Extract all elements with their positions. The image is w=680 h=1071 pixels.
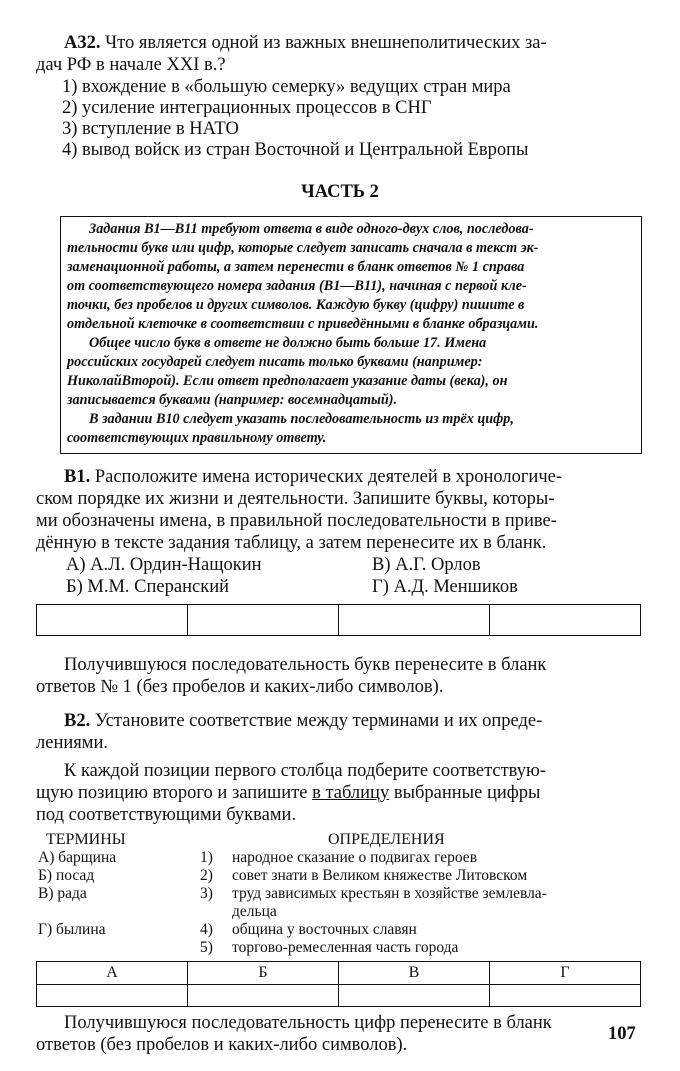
instruction-line-12: соответствующих правильному ответу. [67, 430, 327, 446]
b2-answer-header-g: Г [490, 962, 641, 985]
instruction-line-5: точки, без пробелов и других символов. Каждую букву (цифру) пишите в [67, 297, 525, 313]
a32-option-1: 1) вхождение в «большую семерку» ведущих стран мира [62, 77, 511, 97]
b2-transfer-line2: ответов (без пробелов и каких-либо символов). [36, 1035, 408, 1055]
instruction-line-10: записывается буквами (например: восемнадцатый). [67, 392, 398, 408]
definition-5: торгово-ремесленная часть города [232, 939, 459, 956]
b1-name-g: Г) А.Д. Меншиков [372, 577, 518, 597]
b2-answer-header-a: А [37, 962, 188, 985]
b2-line2: лениями. [36, 733, 108, 753]
term-letter: А) [38, 849, 55, 866]
b1-name-v: В) А.Г. Орлов [372, 555, 481, 575]
part2-title: ЧАСТЬ 2 [301, 182, 379, 202]
term-g [38, 921, 106, 938]
b2-answer-header-v: В [339, 962, 490, 985]
instruction-line-7: Общее число букв в ответе не должно быть больше 17. Имена [89, 335, 487, 351]
b1-line4: дённую в тексте задания таблицу, а затем перенесите их в бланк. [36, 533, 547, 553]
definition-3: труд зависимых крестьян в хозяйстве землевла- [232, 885, 547, 902]
definition-3-cont: дельца [232, 903, 277, 920]
definition-3-num: 3) [200, 885, 213, 902]
instruction-line-4: от соответствующего номера задания (В1—В11), начиная с первой кле- [67, 278, 527, 294]
definition-1: народное сказание о подвигах героев [232, 849, 478, 866]
b2-answer-table [36, 961, 641, 1007]
definitions-header: ОПРЕДЕЛЕНИЯ [328, 831, 445, 848]
b1-number: В1. [64, 467, 91, 487]
b2-transfer-line1: Получившуюся последовательность цифр перенесите в бланк [64, 1013, 552, 1033]
term-text: рада [57, 885, 87, 902]
instruction-line-11: В задании В10 следует указать последовательность из трёх цифр, [89, 411, 514, 427]
b2-answer-cell[interactable] [188, 984, 339, 1007]
b1-answer-cell[interactable] [37, 605, 188, 636]
definition-1-num: 1) [200, 849, 213, 866]
term-letter: В) [38, 885, 54, 902]
definition-5-num: 5) [200, 939, 213, 956]
definition-2-num: 2) [200, 867, 213, 884]
term-text: былина [56, 921, 106, 938]
b2-number: В2. [64, 711, 91, 731]
page-number: 107 [608, 1024, 636, 1044]
term-v [38, 885, 87, 902]
b1-answer-cell[interactable] [490, 605, 641, 636]
instruction-line-2: тельности букв или цифр, которые следует записать сначала в текст эк- [67, 240, 539, 256]
b2-line3: К каждой позиции первого столбца подберите соответствую- [64, 761, 547, 781]
b2-line4 [36, 783, 540, 803]
instructions-box [60, 216, 642, 454]
b1-text-1: Расположите имена исторических деятелей в хронологиче- [94, 467, 563, 487]
a32-question-line2: дач РФ в начале XXI в.? [36, 55, 226, 75]
definition-4: община у восточных славян [232, 921, 417, 938]
terms-header: ТЕРМИНЫ [46, 831, 126, 848]
b2-line4-text-b: выбранные цифры [389, 783, 541, 803]
definition-2: совет знати в Великом княжестве Литовском [232, 867, 528, 884]
term-text: посад [55, 867, 95, 884]
a32-option-4: 4) вывод войск из стран Восточной и Центральной Европы [62, 140, 529, 160]
b1-transfer-line1: Получившуюся последовательность букв перенесите в бланк [64, 655, 547, 675]
b1-answer-cell[interactable] [339, 605, 490, 636]
b2-answer-cell[interactable] [490, 984, 641, 1007]
term-letter: Г) [38, 921, 53, 938]
term-a [38, 849, 116, 866]
b2-answer-cell[interactable] [339, 984, 490, 1007]
b1-transfer-line2: ответов № 1 (без пробелов и каких-либо символов). [36, 677, 444, 697]
term-letter: Б) [38, 867, 53, 884]
b2-answer-header-b: Б [188, 962, 339, 985]
a32-question-line1 [64, 33, 547, 53]
a32-number: А32. [64, 33, 101, 53]
b2-line5: под соответствующими буквами. [36, 805, 297, 825]
b2-text-1: Установите соответствие между терминами и их опреде- [94, 711, 543, 731]
a32-option-3: 3) вступление в НАТО [62, 119, 239, 139]
b1-name-a: А) А.Л. Ордин-Нащокин [66, 555, 262, 575]
b1-answer-cell[interactable] [188, 605, 339, 636]
b2-table-reference: в таблицу [312, 783, 390, 803]
b1-line1 [64, 467, 562, 487]
term-text: барщина [58, 849, 117, 866]
b1-answer-table [36, 604, 641, 636]
b2-answer-cell[interactable] [37, 984, 188, 1007]
definition-4-num: 4) [200, 921, 213, 938]
b2-line1 [64, 711, 542, 731]
b1-name-b: Б) М.М. Сперанский [66, 577, 229, 597]
instruction-line-9: НиколайВторой). Если ответ предполагает указание даты (века), он [67, 373, 508, 389]
instruction-line-6: отдельной клеточке в соответствии с приведёнными в бланке образцами. [67, 316, 539, 332]
instruction-line-8: российских государей следует писать только буквами (например: [67, 354, 483, 370]
term-b [38, 867, 94, 884]
a32-question-text: Что является одной из важных внешнеполитических за- [105, 33, 547, 53]
instruction-line-3: заменационной работы, а затем перенести в бланк ответов № 1 справа [67, 259, 525, 275]
b2-line4-text-a: щую позицию второго и запишите [36, 783, 313, 803]
a32-option-2: 2) усиление интеграционных процессов в СНГ [62, 98, 432, 118]
b1-line2: ском порядке их жизни и деятельности. Запишите буквы, которы- [36, 489, 555, 509]
b1-line3: ми обозначены имена, в правильной последовательности в приве- [36, 511, 557, 531]
instruction-line-1: Задания В1—В11 требуют ответа в виде одного-двух слов, последова- [89, 221, 534, 237]
